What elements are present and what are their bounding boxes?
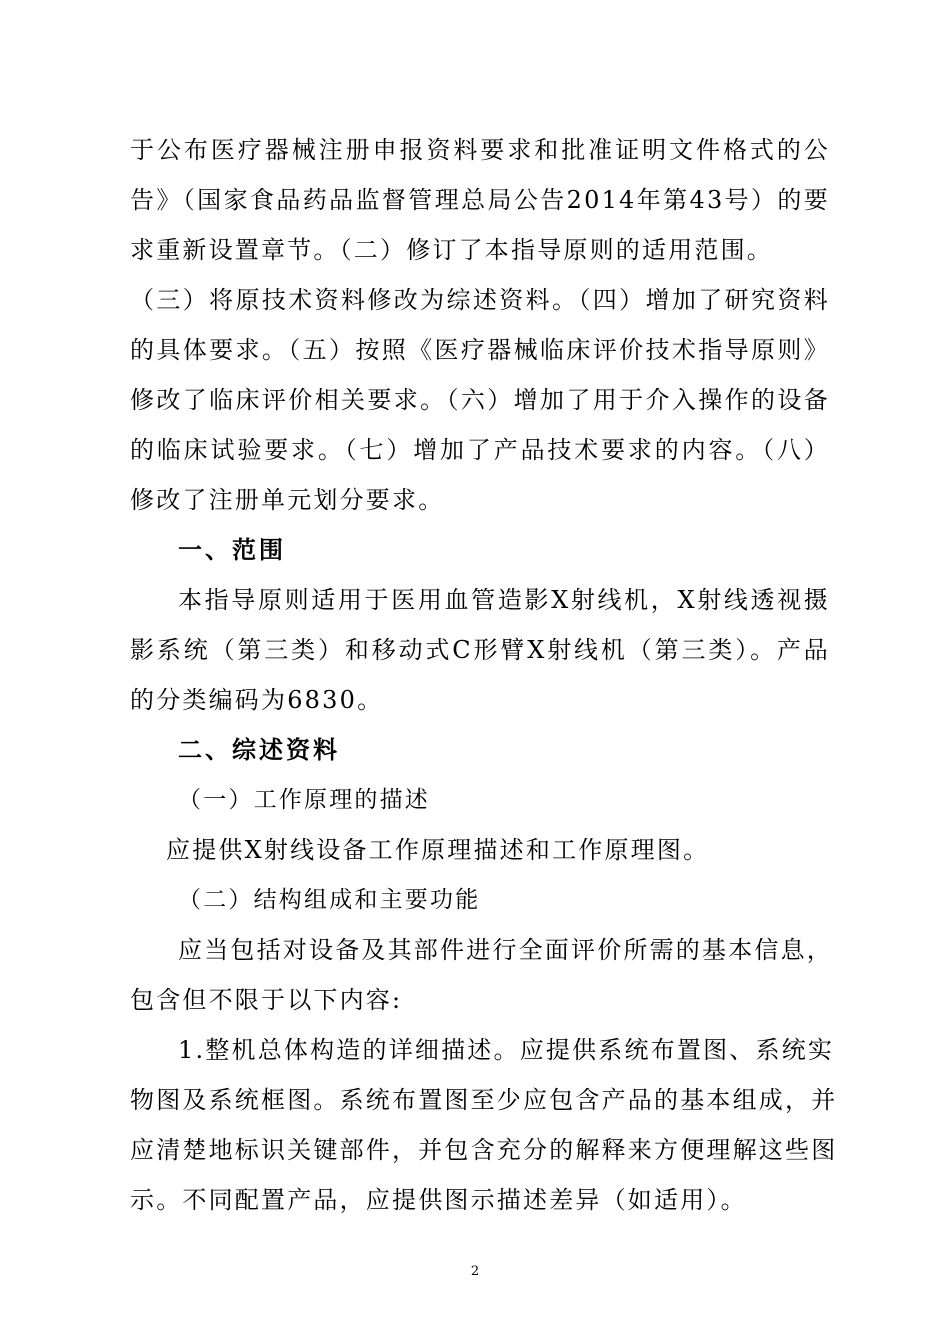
body-text-line: 的具体要求。（五）按照《医疗器械临床评价技术指导原则》: [130, 336, 830, 364]
section-heading-scope: 一、范围: [178, 536, 286, 564]
body-text-line: 告》（国家食品药品监督管理总局公告2014年第43号）的要: [130, 186, 830, 214]
body-text-line: 影系统（第三类）和移动式C形臂X射线机（第三类）。产品: [130, 636, 830, 664]
subsection-heading-structure: （二）结构组成和主要功能: [178, 887, 481, 913]
body-text-line: 应当包括对设备及其部件进行全面评价所需的基本信息，: [178, 936, 833, 964]
body-text-line: 的分类编码为6830。: [130, 686, 384, 714]
body-text-line: 本指导原则适用于医用血管造影X射线机，X射线透视摄: [178, 586, 830, 614]
body-text-line: 应提供X射线设备工作原理描述和工作原理图。: [166, 836, 710, 864]
body-text-line: 修改了注册单元划分要求。: [130, 486, 445, 514]
body-text-line: 于公布医疗器械注册申报资料要求和批准证明文件格式的公: [130, 136, 830, 164]
body-text-line: 示。不同配置产品，应提供图示描述差异（如适用）。: [130, 1186, 747, 1214]
body-text-line: 1.整机总体构造的详细描述。应提供系统布置图、系统实: [178, 1036, 835, 1064]
body-text-line: 物图及系统框图。系统布置图至少应包含产品的基本组成，并: [130, 1086, 838, 1114]
body-text-line: （三）将原技术资料修改为综述资料。（四）增加了研究资料: [130, 286, 830, 314]
page-number: 2: [470, 1264, 480, 1279]
body-text-line: 应清楚地标识关键部件，并包含充分的解释来方便理解这些图: [130, 1136, 838, 1164]
body-text-line: 包含但不限于以下内容:: [130, 986, 403, 1014]
body-text-line: 求重新设置章节。（二）修订了本指导原则的适用范围。: [130, 236, 773, 264]
section-heading-overview: 二、综述资料: [178, 736, 340, 764]
body-text-line: 的临床试验要求。（七）增加了产品技术要求的内容。（八）: [130, 436, 830, 464]
subsection-heading-principle: （一）工作原理的描述: [178, 787, 430, 813]
body-text-line: 修改了临床评价相关要求。（六）增加了用于介入操作的设备: [130, 386, 830, 414]
